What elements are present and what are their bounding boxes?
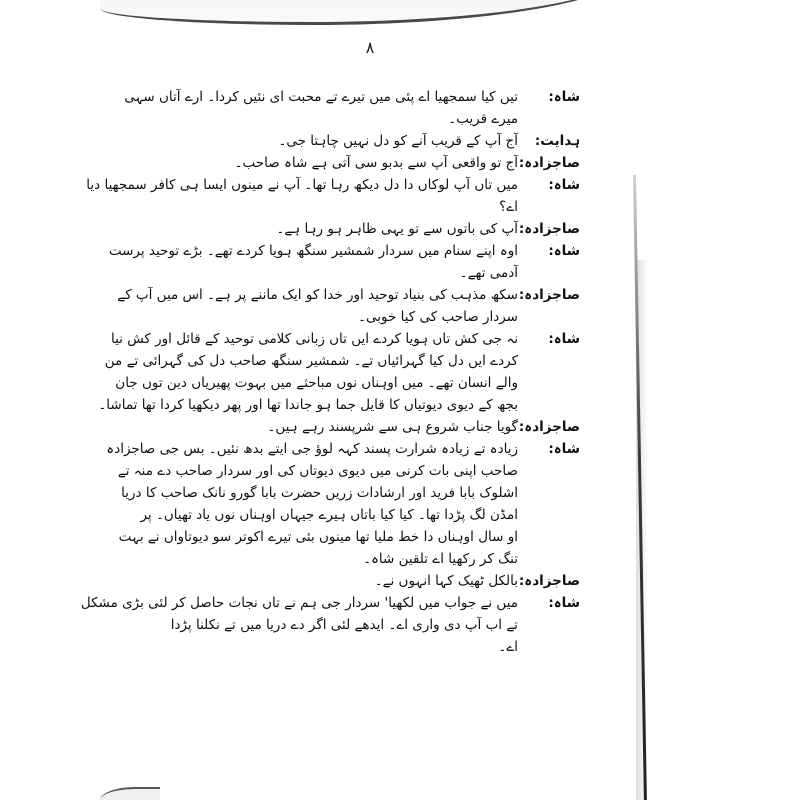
speaker-label: شاہ:	[548, 177, 580, 193]
speech-text	[165, 152, 518, 174]
text-line: کردے ایں دل کیا گہرائیاں تے۔ شمشیر سنگھ صاحب دل کی گہرائی تے من	[104, 353, 518, 369]
text-line: میں تاں آپ لوکاں دا دل دیکھ رہا تھا۔ آپ نے مینوں ایسا ہی کافر سمجھیا دیا	[86, 177, 518, 193]
text-line: میرے قریب۔	[448, 111, 518, 127]
speaker-label: شاہ:	[548, 595, 580, 611]
text-line: صاحب اپنی بات کرنی میں دیوی دیوتاں کی اور سردار صاحب دے منہ تے	[117, 463, 518, 479]
speaker-label: شاہ:	[548, 243, 580, 259]
speaker-label: صاجزادہ:	[518, 573, 580, 589]
speech-text	[98, 328, 518, 416]
speaker-label: صاجزادہ:	[518, 221, 580, 237]
dialogue-turn	[124, 86, 580, 130]
text-line: امڈن لگ پڑدا تھا۔ کیا کیا باتاں ہیرے جیہاں اوہناں نوں یاد تھیاں۔ پر	[140, 507, 518, 523]
dialogue-turn	[117, 284, 580, 328]
text-line: تنگ کر رکھیا اے تلقین شاہ۔	[363, 551, 518, 567]
speaker-label: صاجزادہ:	[518, 287, 580, 303]
speech-text	[165, 130, 518, 152]
dialogue-turn	[86, 174, 580, 218]
speech-text	[81, 592, 518, 658]
speech-text	[165, 570, 518, 592]
dialogue-turn	[108, 240, 580, 284]
dialogue-turn	[165, 416, 580, 438]
dialogue-turn	[165, 570, 580, 592]
text-line: آپ کی باتوں سے تو یہی ظاہر ہو رہا ہے۔	[276, 221, 518, 237]
speech-text	[165, 416, 518, 438]
text-line: تے اب آپ دی واری اے۔ ایدھے لئی اگر دے دریا میں تے نکلنا پڑدا	[170, 617, 518, 633]
text-line: بجھ کے دیوی دیوتیاں کا قایل جما ہو جاندا تھا اور پھر دیکھیا کردا تھا تماشا۔	[98, 397, 518, 413]
dialogue-turn	[165, 152, 580, 174]
text-line: نہ جی کش تاں ہویا کردے ایں تاں زبانی کلامی توحید کے قائل اور کش نیا	[110, 331, 518, 347]
text-line: بالکل ٹھیک کہا انہوں نے۔	[374, 573, 518, 589]
text-line: آج تو واقعی آپ سے بدبو سی آتی ہے شاہ صاحب۔	[234, 155, 518, 171]
speaker-label: شاہ:	[548, 441, 580, 457]
text-line: او سال اوہناں دا خط ملیا تھا مینوں بئی تیرے اکوتر سو دیوتاواں نے بہت	[118, 529, 518, 545]
speech-text	[106, 438, 518, 570]
text-line: آج آپ کے قریب آنے کو دل نہیں چاہتا جی۔	[278, 133, 518, 149]
text-line: سکھ مذہب کی بنیاد توحید اور خدا کو ایک ماننے پر ہے۔ اس میں آپ کے	[117, 287, 518, 303]
page-number: ۸	[365, 38, 375, 57]
speaker-label: شاہ:	[548, 89, 580, 105]
speaker-label: صاجزادہ:	[518, 155, 580, 171]
speech-text	[86, 174, 518, 218]
text-line: والے انسان تھے۔ میں اوہناں نوں مباحثے میں بہوت پھیریاں دین توں جان	[115, 375, 518, 391]
text-line: اشلوک بابا فرید اور ارشادات زریں حضرت بابا گورو نانک صاحب کا دریا	[121, 485, 518, 501]
text-line: زیادہ تے زیادہ شرارت پسند کہہ لوؤ جی ایتے بدھ نئیں۔ بس جی صاجزادہ	[106, 441, 518, 457]
page-bottom-curl	[100, 787, 160, 800]
speaker-label: ہدایت:	[534, 133, 580, 149]
dialogue-turn	[165, 130, 580, 152]
speech-text	[124, 86, 518, 130]
text-line: سردار صاحب کی کیا خوبی۔	[358, 309, 518, 325]
dialogue-turn	[80, 592, 580, 658]
text-line: اوہ اپنے سنام میں سردار شمشیر سنگھ ہویا کردے تھے۔ بڑے توحید پرست	[108, 243, 518, 259]
speaker-label: شاہ:	[548, 331, 580, 347]
dialogue-turn	[98, 328, 580, 416]
dialogue-turn	[106, 438, 580, 570]
text-line: میں نے جواب میں لکھیا' سردار جی ہم نے تاں نجات حاصل کر لئی بڑی مشکل	[80, 595, 518, 611]
speech-text	[117, 284, 518, 328]
text-line: آدمی تھے۔	[459, 265, 518, 281]
speaker-label: صاجزادہ:	[518, 419, 580, 435]
text-line: اے؟	[499, 199, 518, 215]
text-line: اے۔	[498, 639, 518, 655]
dialogue-turn	[165, 218, 580, 240]
text-line: گویا جناب شروع ہی سے شرپسند رہے ہیں۔	[267, 419, 518, 435]
speech-text	[109, 240, 518, 284]
dialogue-body	[80, 86, 580, 658]
text-line: تیں کیا سمجھیا اے پئی میں تیرے تے محبت ای نئیں کردا۔ ارے آتاں سہی	[124, 89, 518, 105]
speech-text	[165, 218, 518, 240]
page-top-edge	[100, 0, 630, 25]
